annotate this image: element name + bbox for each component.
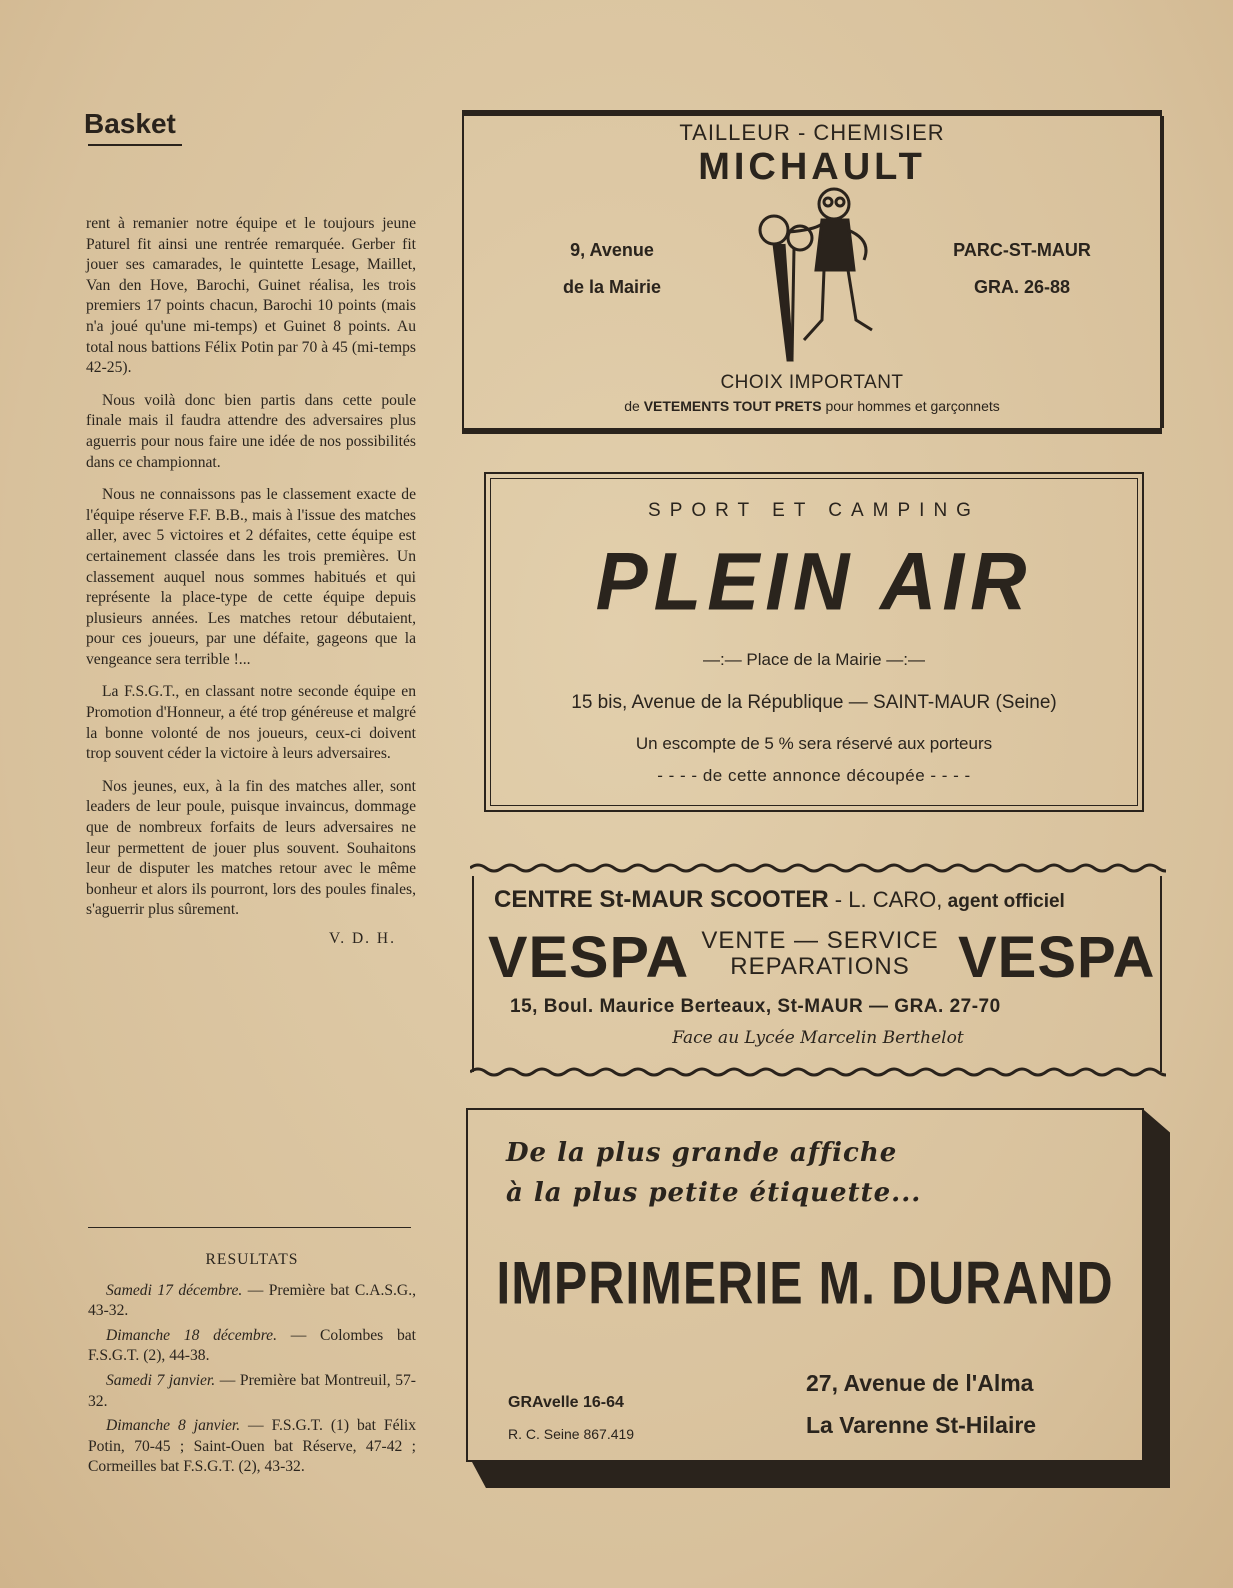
article-paragraph: Nos jeunes, eux, à la fin des matches aller, sont leaders de leur poule, puisque invaincus, dommage que de nombreux forfaits de leurs adversaires ne leur permettent de jouer plus souvent. Souhaitons leur de disputer les matches retour avec le même bonheur et alors ils pourront, lors des poules finales, s'aguerrir plus sûrement. <box>86 777 416 919</box>
ad-imprimerie-durand <box>466 1108 1172 1490</box>
ad-place: —:— Place de la Mairie —:— <box>702 650 925 669</box>
ad-michault <box>462 110 1168 432</box>
choice-post: pour hommes et garçonnets <box>821 398 1000 414</box>
ad-address: 27, Avenue de l'Alma <box>806 1370 1034 1396</box>
ad-shadow-bottom <box>472 1462 1170 1488</box>
results-section <box>88 1250 416 1482</box>
ad-trade: TAILLEUR - CHEMISIER <box>679 120 945 145</box>
article-paragraph: rent à remanier notre équipe et le toujours jeune Paturel fit ainsi une rentrée remarquée. Gerber fit jouer ses camarades, le quintette Lesage, Maillet, Van den Hove, Barochi, Guinet réalisa, les trois premiers 17 points chacun, Barochi 10 points (mais n'a joué qu'une mi-temps) et Guinet 8 points. Au total nous battions Félix Potin par 70 à 45 (mi-temps 42-25). <box>86 215 416 377</box>
services-line: VENTE — SERVICE <box>701 927 939 954</box>
ad-brand-name: IMPRIMERIE M. DURAND <box>496 1249 1114 1317</box>
article-paragraph: La F.S.G.T., en classant notre seconde équipe en Promotion d'Honneur, a été trop généreuse et malgré la bonne volonté de nos joueurs, ceux-ci doivent trop souvent céder la victoire à leurs adversaires. <box>86 683 416 763</box>
ad-services <box>680 928 960 980</box>
results-title: RESULTATS <box>205 1251 299 1268</box>
zigzag-border-top <box>470 862 1166 874</box>
result-item <box>88 1371 416 1412</box>
vespa-logo-left: VESPA <box>488 925 690 990</box>
phone: GRA. 26-88 <box>973 277 1071 297</box>
result-item <box>88 1416 416 1478</box>
ad-discount-cutout: - - - - de cette annonce découpée - - - - <box>657 766 971 785</box>
result-date: Samedi 17 décembre. <box>106 1281 243 1299</box>
section-heading: Basket <box>84 108 176 139</box>
ad-registration: R. C. Seine 867.419 <box>508 1426 635 1442</box>
ad-vespa <box>470 862 1166 1082</box>
address-line: 9, Avenue <box>570 240 654 260</box>
article-paragraph: Nous ne connaissons pas le classement exacte de l'équipe réserve F.F. B.B., mais à l'issue des matches aller, avec 5 victoires et 2 défaites, cette équipe est certainement classée dans les trois premières. Un classement auquel nous sommes habitués et qui représente la place-type de cette équipe depuis plusieurs années. Les matches retour débutaient, pour ces joueurs, par une défaite, gageons que la vengeance sera terrible !... <box>86 486 416 668</box>
result-item <box>88 1326 416 1367</box>
result-date: Samedi 7 janvier. <box>106 1371 216 1389</box>
ad-shadow-right <box>1144 1110 1170 1484</box>
ad-location-note: Face au Lycée Marcelin Berthelot <box>672 1028 964 1048</box>
vespa-logo-right: VESPA <box>958 925 1156 990</box>
ad-border-top <box>462 110 1162 116</box>
result-date: Dimanche 18 décembre. <box>106 1326 278 1344</box>
choice-pre: de <box>624 398 644 414</box>
heading-underline <box>88 144 182 146</box>
ad-choice-detail <box>462 398 1162 414</box>
article-body <box>86 214 416 950</box>
ad-slogan: à la plus petite étiquette... <box>506 1178 922 1208</box>
ad-choice: CHOIX IMPORTANT <box>720 372 904 393</box>
zigzag-border-bottom <box>470 1066 1166 1078</box>
result-text: — F.S.G.T. (1) bat Félix Potin, 70-45 ; Saint-Ouen bat Réserve, 47-42 ; Cormeilles bat F.S.G.T. (2), 43-32. <box>88 1417 416 1476</box>
result-date: Dimanche 8 janvier. <box>106 1417 241 1435</box>
article-signature: V. D. H. <box>329 930 396 947</box>
article-paragraph: Nous voilà donc bien partis dans cette poule finale mais il faudra attendre des adversaires plus aguerris pour nous faire une idée de nos possibilités dans ce championnat. <box>86 391 416 471</box>
ad-phone: GRAvelle 16-64 <box>508 1394 624 1411</box>
ad-address: 15 bis, Avenue de la République — SAINT-MAUR (Seine) <box>571 692 1057 713</box>
agent-name: L. CARO, <box>848 887 943 912</box>
agent-role: agent officiel <box>942 891 1065 912</box>
results-divider <box>88 1227 411 1228</box>
ad-slogan: De la plus grande affiche <box>506 1138 898 1168</box>
centre-name: CENTRE St-MAUR SCOOTER <box>494 886 829 913</box>
ad-border-bottom <box>462 428 1162 434</box>
town: PARC-ST-MAUR <box>953 240 1091 260</box>
result-text: — Première bat C.A.S.G., 43-32. <box>88 1281 416 1320</box>
ad-address: 15, Boul. Maurice Berteaux, St-MAUR — GRA. 27-70 <box>510 996 1001 1017</box>
tailor-scissors-illustration <box>744 180 884 366</box>
ad-tagline: SPORT ET CAMPING <box>648 500 980 521</box>
services-line: REPARATIONS <box>730 953 910 980</box>
ad-discount: Un escompte de 5 % sera réservé aux porteurs <box>635 734 993 753</box>
ad-plein-air <box>484 472 1144 812</box>
address-line: de la Mairie <box>562 277 662 297</box>
result-text: — Première bat Montreuil, 57-32. <box>88 1371 416 1410</box>
ad-town: La Varenne St-Hilaire <box>806 1412 1037 1438</box>
ad-brand-name: PLEIN AIR <box>595 534 1033 628</box>
ad-inner-border <box>490 478 1138 806</box>
separator: - <box>828 887 849 912</box>
choice-bold: VETEMENTS TOUT PRETS <box>643 398 822 414</box>
ad-header-line <box>494 886 1154 914</box>
result-text: — Colombes bat F.S.G.T. (2), 44-38. <box>88 1326 416 1365</box>
result-item <box>88 1281 416 1322</box>
ad-address <box>532 232 692 306</box>
ad-brand-name: MICHAULT <box>698 146 926 188</box>
ad-town-phone <box>922 232 1122 306</box>
